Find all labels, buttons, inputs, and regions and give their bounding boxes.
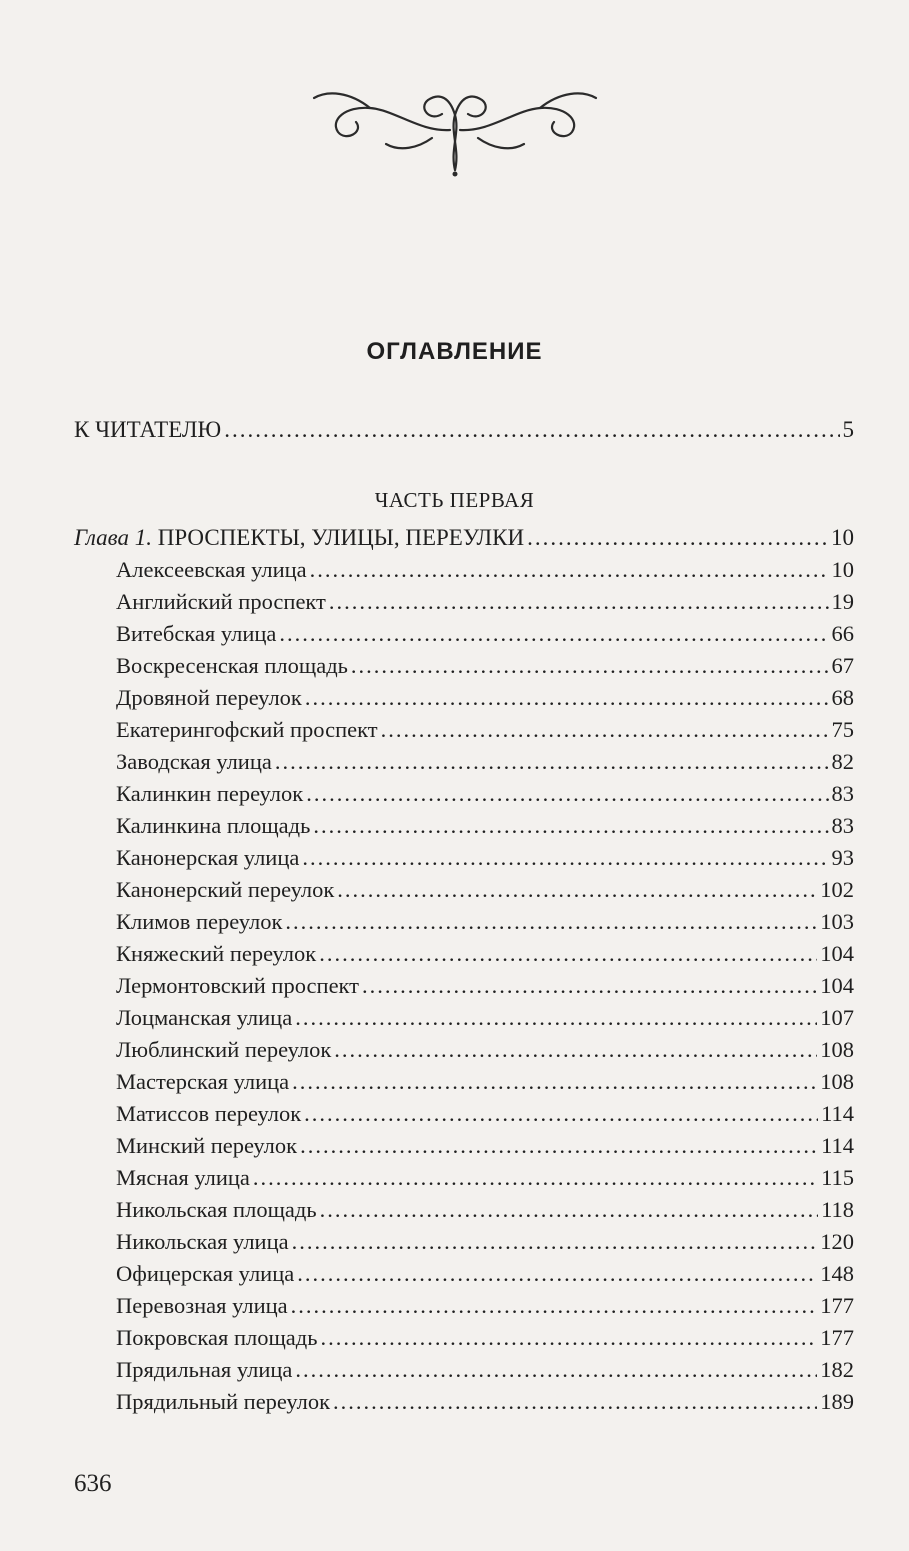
toc-entry[interactable] <box>74 938 854 970</box>
toc-entry-label: Заводская улица <box>116 749 272 774</box>
toc-entry-label: Прядильный переулок <box>116 1389 331 1414</box>
toc-entry-page: 120 <box>820 1229 854 1254</box>
toc-entry-page: 177 <box>820 1325 854 1350</box>
toc-entry-page: 10 <box>831 525 854 550</box>
toc-entry-page: 108 <box>820 1069 854 1094</box>
toc-entry-label: Матиссов переулок <box>116 1101 302 1126</box>
toc-entry-page: 68 <box>831 685 854 710</box>
toc-chapter-entry[interactable] <box>74 522 854 554</box>
leader-dots <box>302 842 828 874</box>
leader-dots <box>295 1002 817 1034</box>
toc-heading: ОГЛАВЛЕНИЕ <box>366 338 543 365</box>
toc-entry[interactable] <box>74 1386 854 1418</box>
leader-dots <box>279 618 828 650</box>
toc-entry[interactable] <box>74 1258 854 1290</box>
leader-dots <box>334 1034 817 1066</box>
leader-dots <box>253 1162 818 1194</box>
toc-entry-label: Никольская площадь <box>116 1197 317 1222</box>
toc-entry-label: Воскресенская площадь <box>116 653 348 678</box>
toc-entry-label: К ЧИТАТЕЛЮ <box>74 417 222 442</box>
toc-entry-label: Калинкин переулок <box>116 781 304 806</box>
toc-entry[interactable] <box>74 1226 854 1258</box>
leader-dots <box>275 746 829 778</box>
toc-entry-label: Канонерская улица <box>116 845 300 870</box>
toc-entry-page: 83 <box>831 813 854 838</box>
leader-dots <box>304 1098 818 1130</box>
toc-entry[interactable] <box>74 1098 854 1130</box>
toc-entry-page: 103 <box>820 909 854 934</box>
toc-entry-page: 10 <box>831 557 854 582</box>
toc-entry[interactable] <box>74 586 854 618</box>
toc-entry-page: 182 <box>820 1357 854 1382</box>
toc-entry[interactable] <box>74 1162 854 1194</box>
page-number: 636 <box>74 1470 112 1497</box>
toc-entries <box>74 554 854 1418</box>
toc-entry[interactable] <box>74 714 854 746</box>
toc-entry-label: Алексеевская улица <box>116 557 307 582</box>
leader-dots <box>381 714 829 746</box>
leader-dots <box>300 1130 818 1162</box>
toc-entry-label: Перевозная улица <box>116 1293 288 1318</box>
leader-dots <box>351 650 829 682</box>
toc-entry-page: 108 <box>820 1037 854 1062</box>
leader-dots <box>362 970 817 1002</box>
toc-entry-page: 82 <box>831 749 854 774</box>
toc-entry-page: 114 <box>821 1101 854 1126</box>
chapter-title: ПРОСПЕКТЫ, УЛИЦЫ, ПЕРЕУЛКИ <box>157 525 525 550</box>
toc-entry-label: Офицерская улица <box>116 1261 295 1286</box>
toc-entry-page: 104 <box>820 941 854 966</box>
leader-dots <box>295 1354 817 1386</box>
leader-dots <box>291 1290 818 1322</box>
toc-list <box>74 522 854 1418</box>
toc-entry-page: 66 <box>831 621 854 646</box>
toc-entry-label: Прядильная улица <box>116 1357 293 1382</box>
toc-entry[interactable] <box>74 554 854 586</box>
toc-entry[interactable] <box>74 1354 854 1386</box>
toc-entry-label: Канонерский переулок <box>116 877 335 902</box>
toc-entry-label: Лоцманская улица <box>116 1005 293 1030</box>
leader-dots <box>306 778 828 810</box>
leader-dots <box>285 906 817 938</box>
toc-entry-intro[interactable] <box>74 414 854 446</box>
toc-entry-page: 115 <box>821 1165 854 1190</box>
leader-dots <box>321 1322 818 1354</box>
toc-entry-label: Минский переулок <box>116 1133 298 1158</box>
toc-entry[interactable] <box>74 682 854 714</box>
leader-dots <box>320 1194 818 1226</box>
toc-entry-label: Дровяной переулок <box>116 685 302 710</box>
toc-entry-label: Климов переулок <box>116 909 283 934</box>
chapter-prefix: Глава 1. <box>74 525 152 550</box>
toc-entry-label: Лермонтовский проспект <box>116 973 360 998</box>
leader-dots <box>292 1226 818 1258</box>
toc-entry-page: 114 <box>821 1133 854 1158</box>
toc-entry-label: Княжеский переулок <box>116 941 317 966</box>
toc-entry[interactable] <box>74 874 854 906</box>
toc-entry-label: Люблинский переулок <box>116 1037 332 1062</box>
toc-entry[interactable] <box>74 1130 854 1162</box>
toc-entry-label: Калинкина площадь <box>116 813 311 838</box>
toc-entry[interactable] <box>74 1066 854 1098</box>
toc-entry[interactable] <box>74 1002 854 1034</box>
toc-entry-page: 19 <box>831 589 854 614</box>
leader-dots <box>305 682 829 714</box>
toc-entry[interactable] <box>74 1290 854 1322</box>
toc-entry[interactable] <box>74 970 854 1002</box>
leader-dots <box>292 1066 817 1098</box>
toc-entry-page: 189 <box>820 1389 854 1414</box>
leader-dots <box>310 554 829 586</box>
toc-entry-label: Екатерингофский проспект <box>116 717 378 742</box>
toc-entry[interactable] <box>74 618 854 650</box>
toc-entry[interactable] <box>74 842 854 874</box>
leader-dots <box>333 1386 817 1418</box>
toc-entry-page: 5 <box>842 417 854 442</box>
toc-entry-label: Мастерская улица <box>116 1069 290 1094</box>
toc-entry-page: 148 <box>820 1261 854 1286</box>
toc-entry-page: 107 <box>820 1005 854 1030</box>
decorative-ornament <box>300 70 610 180</box>
toc-entry-page: 104 <box>820 973 854 998</box>
toc-entry[interactable] <box>74 1322 854 1354</box>
toc-entry[interactable] <box>74 1034 854 1066</box>
toc-entry-label: Никольская улица <box>116 1229 289 1254</box>
part-title: ЧАСТЬ ПЕРВАЯ <box>374 488 535 512</box>
toc-entry-page: 83 <box>831 781 854 806</box>
toc-entry-page: 102 <box>820 877 854 902</box>
leader-dots <box>224 414 839 446</box>
toc-entry-page: 75 <box>831 717 854 742</box>
leader-dots <box>329 586 829 618</box>
leader-dots <box>319 938 817 970</box>
toc-entry[interactable] <box>74 746 854 778</box>
toc-entry-label: Витебская улица <box>116 621 277 646</box>
toc-entry[interactable] <box>74 650 854 682</box>
toc-entry-label: Мясная улица <box>116 1165 250 1190</box>
toc-entry-page: 93 <box>831 845 854 870</box>
leader-dots <box>337 874 817 906</box>
toc-entry-page: 177 <box>820 1293 854 1318</box>
toc-entry[interactable] <box>74 1194 854 1226</box>
toc-entry-page: 67 <box>831 653 854 678</box>
leader-dots <box>527 522 828 554</box>
toc-entry-label: Английский проспект <box>116 589 326 614</box>
leader-dots <box>297 1258 817 1290</box>
leader-dots <box>313 810 828 842</box>
toc-entry[interactable] <box>74 778 854 810</box>
toc-entry[interactable] <box>74 906 854 938</box>
toc-entry-page: 118 <box>821 1197 854 1222</box>
toc-entry[interactable] <box>74 810 854 842</box>
toc-intro <box>74 414 854 446</box>
toc-entry-label: Покровская площадь <box>116 1325 318 1350</box>
